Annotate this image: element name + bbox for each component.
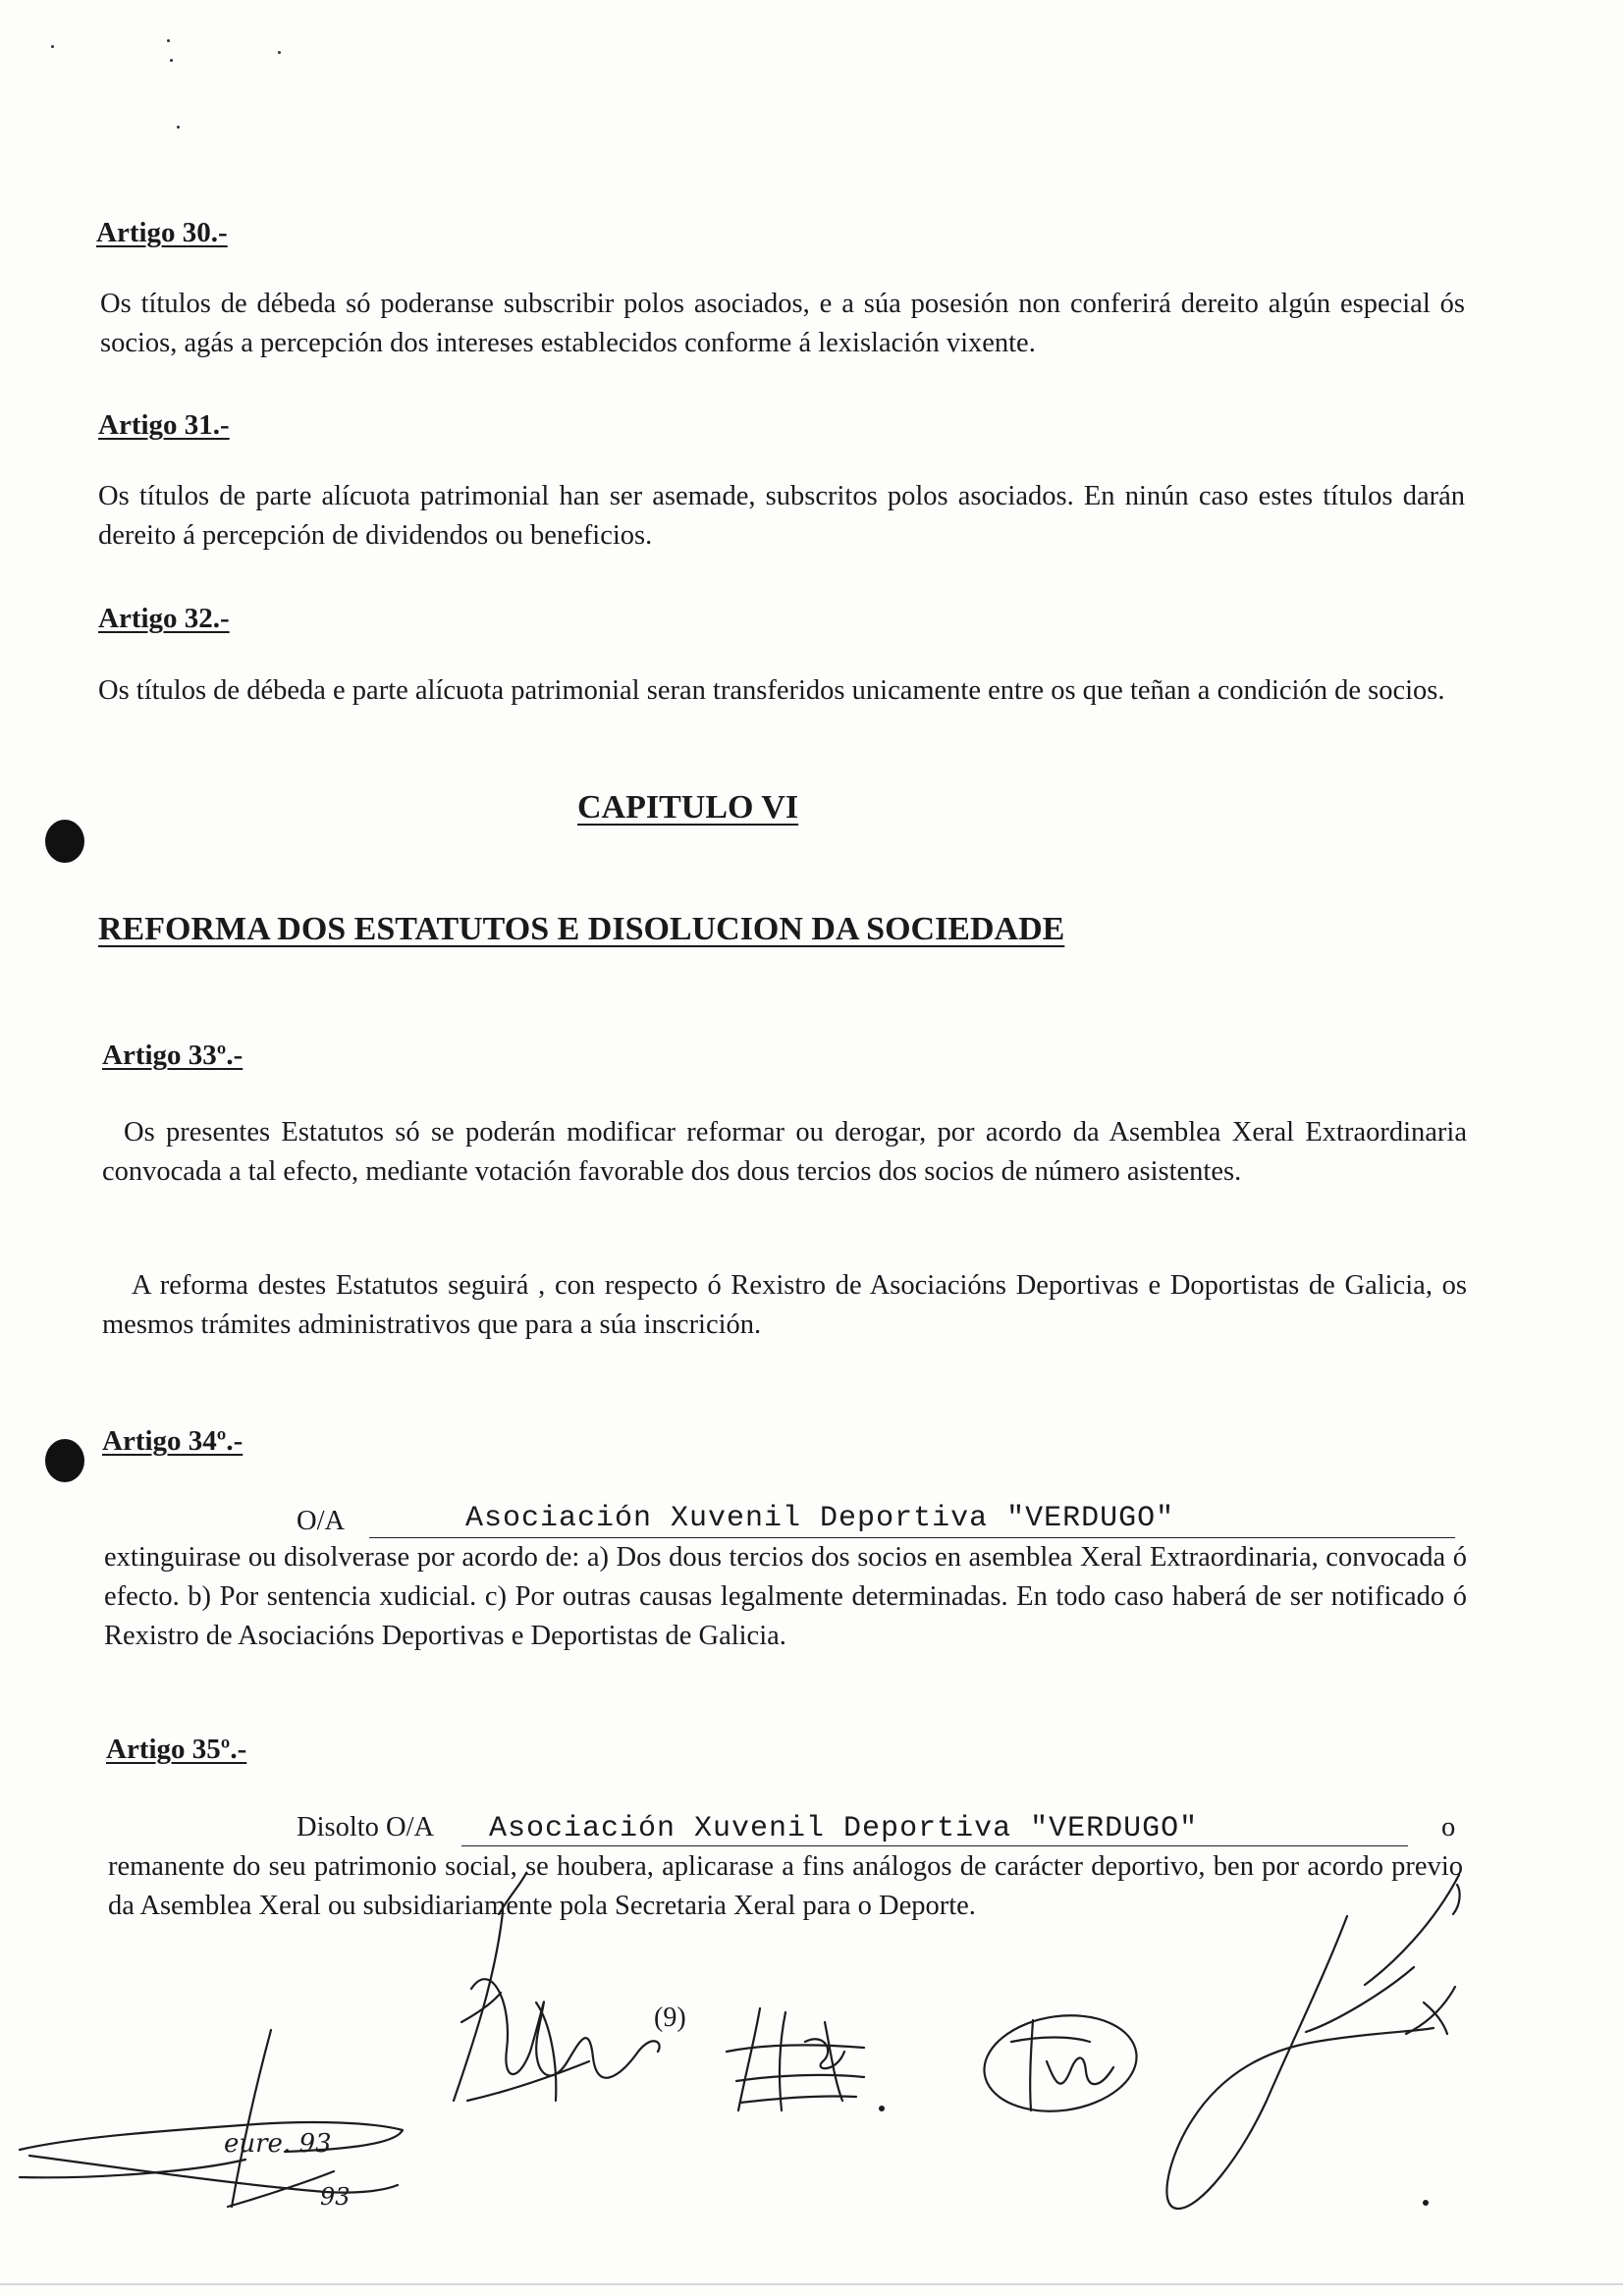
article-34-heading: Artigo 34º.- <box>102 1425 243 1457</box>
chapter-number: CAPITULO VI <box>577 789 799 826</box>
signature-1 <box>20 2030 403 2207</box>
signature-stroke <box>499 1873 526 1914</box>
signature-2 <box>454 1912 660 2101</box>
article-31-heading: Artigo 31.- <box>98 409 230 441</box>
entity-name-value: Asociación Xuvenil Deportiva "VERDUGO" <box>465 1502 1175 1535</box>
article-33-heading: Artigo 33º.- <box>102 1040 243 1071</box>
signature-3 <box>727 2008 864 2110</box>
signature-1-handwriting: eure. 93 <box>224 2129 332 2159</box>
signature-5 <box>1166 1875 1459 2209</box>
article-31-text: Os títulos de parte alícuota patrimonial han ser asemade, subscritos polos asociados. En ninún caso estes títulos darán dereito á percepción de dividendos ou beneficios. <box>98 481 1465 551</box>
article-30-text: Os títulos de débeda só poderanse subscribir polos asociados, e a súa posesión non conferirá dereito algún especial ós socios, agás a percepción dos intereses establecidos conforme á lexislación vixente. <box>100 289 1465 358</box>
signature-4 <box>978 2006 1143 2121</box>
article-35-suffix: o <box>1441 1812 1456 1842</box>
article-34-text: extinguirase ou disolverase por acordo de: a) Dos dous tercios dos socios en asemblea Xeral Extraordinaria, convocada ó efecto. b) Por sentencia xudicial. c) Por outras causas legalmente determinadas. En todo caso haberá de ser notificado ó Rexistro de Asociacións Deportivas e Deportistas de Galicia. <box>104 1542 1467 1651</box>
article-33-paragraph-2: A reforma destes Estatutos seguirá , con respecto ó Rexistro de Asociacións Deportivas e Doportistas de Galicia, os mesmos trámites administrativos que para a súa inscrición. <box>102 1270 1467 1340</box>
chapter-title: REFORMA DOS ESTATUTOS E DISOLUCION DA SOCIEDADE <box>98 911 1065 947</box>
signature-1-handwriting-sub: 93 <box>320 2183 351 2211</box>
article-32-heading: Artigo 32.- <box>98 603 230 634</box>
scan-edge <box>0 2283 1623 2285</box>
article-35-text: remanente do seu patrimonio social, se houbera, aplicarase a fins análogos de carácter deportivo, ben por acordo previo da Asemblea Xeral ou subsidiariamente pola Secretaria Xeral para o Deporte. <box>108 1851 1463 1921</box>
entity-name-value: Asociación Xuvenil Deportiva "VERDUGO" <box>489 1812 1199 1845</box>
article-35-prefix: Disolto O/A <box>297 1812 435 1842</box>
page-number: (9) <box>654 2002 686 2033</box>
article-33-paragraph-1: Os presentes Estatutos só se poderán modificar reformar ou derogar, por acordo da Asemblea Xeral Extraordinaria convocada a tal efecto, mediante votación favorable dos dous tercios dos socios de número asistentes. <box>102 1117 1467 1187</box>
article-30-heading: Artigo 30.- <box>96 217 228 248</box>
article-34-prefix: O/A <box>297 1506 346 1536</box>
article-32-text: Os títulos de débeda e parte alícuota patrimonial seran transferidos unicamente entre os que teñan a condición de socios. <box>98 675 1445 706</box>
article-35-heading: Artigo 35º.- <box>106 1734 247 1765</box>
